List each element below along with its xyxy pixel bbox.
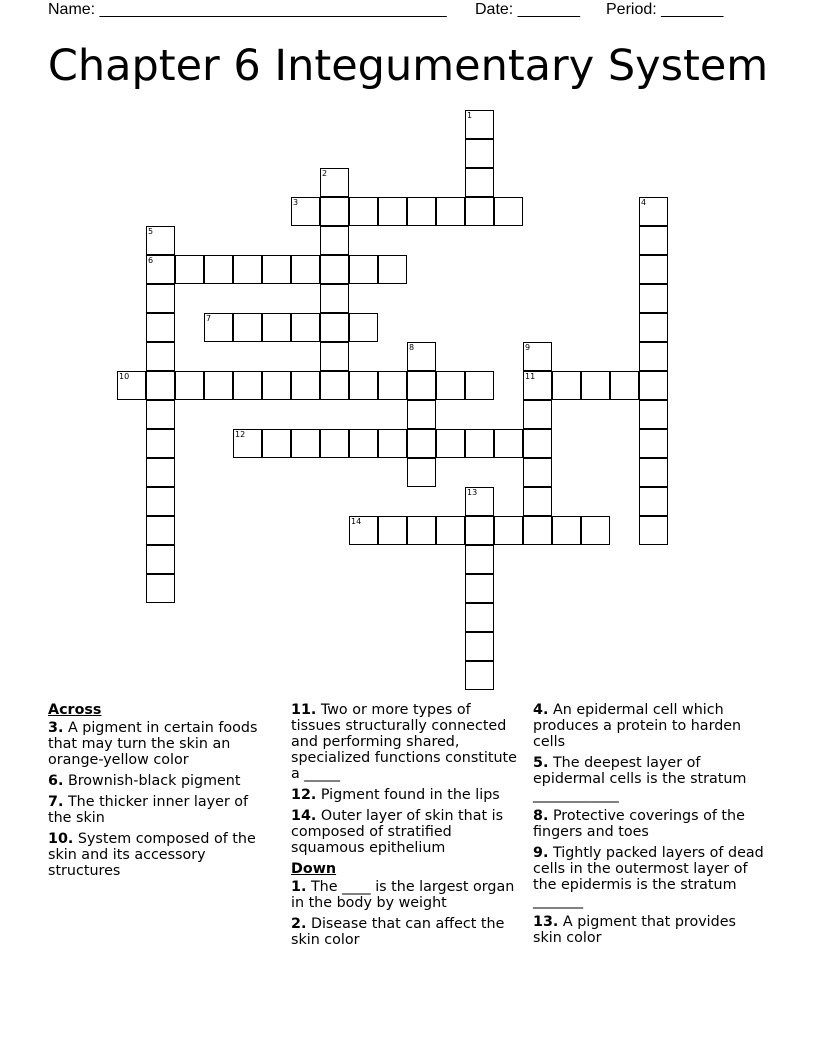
crossword-cell[interactable] <box>639 458 668 487</box>
crossword-cell[interactable] <box>320 226 349 255</box>
crossword-cell[interactable] <box>639 487 668 516</box>
crossword-cell[interactable] <box>610 371 639 400</box>
crossword-cell[interactable] <box>581 516 610 545</box>
crossword-cell[interactable] <box>146 574 175 603</box>
clue-number: 14 <box>351 517 362 526</box>
crossword-cell[interactable] <box>407 197 436 226</box>
across-clue: 12. Pigment found in the lips <box>291 787 500 803</box>
crossword-cell[interactable] <box>349 313 378 342</box>
crossword-cell[interactable] <box>320 197 349 226</box>
clue-number: 10 <box>119 372 130 381</box>
crossword-cell[interactable] <box>349 371 378 400</box>
crossword-cell[interactable] <box>349 255 378 284</box>
clue-number: 7 <box>206 314 212 323</box>
crossword-cell[interactable] <box>117 371 146 400</box>
crossword-cell[interactable] <box>320 168 349 197</box>
down-clue: 4. An epidermal cell which produces a protein to harden cells <box>533 702 742 750</box>
clue-column-3 <box>533 702 765 951</box>
crossword-cell[interactable] <box>349 197 378 226</box>
crossword-cell[interactable] <box>436 516 465 545</box>
crossword-cell[interactable] <box>146 545 175 574</box>
down-heading: Down <box>291 861 337 877</box>
down-clue: 5. The deepest layer of epidermal cells is the stratum ____________ <box>533 755 747 803</box>
crossword-cell[interactable] <box>204 313 233 342</box>
crossword-cell[interactable] <box>320 429 349 458</box>
clue-number: 4 <box>641 198 647 207</box>
clue-number: 8 <box>409 343 415 352</box>
crossword-cell[interactable] <box>436 371 465 400</box>
crossword-cell[interactable] <box>436 197 465 226</box>
crossword-cell[interactable] <box>523 458 552 487</box>
crossword-cell[interactable] <box>320 371 349 400</box>
down-clue: 1. The ____ is the largest organ in the body by weight <box>291 879 515 911</box>
crossword-cell[interactable] <box>146 284 175 313</box>
crossword-cell[interactable] <box>320 255 349 284</box>
crossword-cell[interactable] <box>465 110 494 139</box>
crossword-cell[interactable] <box>349 429 378 458</box>
crossword-cell[interactable] <box>146 487 175 516</box>
crossword-cell[interactable] <box>146 400 175 429</box>
crossword-cell[interactable] <box>407 458 436 487</box>
clue-number: 2 <box>322 169 328 178</box>
crossword-cell[interactable] <box>639 516 668 545</box>
crossword-cell[interactable] <box>639 313 668 342</box>
crossword-cell[interactable] <box>262 255 291 284</box>
crossword-cell[interactable] <box>581 371 610 400</box>
down-clue: 13. A pigment that provides skin color <box>533 914 736 946</box>
crossword-cell[interactable] <box>639 400 668 429</box>
crossword-cell[interactable] <box>639 371 668 400</box>
crossword-cell[interactable] <box>639 429 668 458</box>
crossword-cell[interactable] <box>465 632 494 661</box>
down-clue: 8. Protective coverings of the fingers and toes <box>533 808 745 840</box>
crossword-cell[interactable] <box>523 342 552 371</box>
crossword-cell[interactable] <box>320 342 349 371</box>
crossword-cell[interactable] <box>204 255 233 284</box>
clue-number: 13 <box>467 488 478 497</box>
crossword-cell[interactable] <box>436 429 465 458</box>
across-clue: 11. Two or more types of tissues structurally connected and performing shared, specialized functions constitute a _____ <box>291 702 517 782</box>
crossword-cell[interactable] <box>233 429 262 458</box>
crossword-cell[interactable] <box>233 255 262 284</box>
crossword-cell[interactable] <box>233 371 262 400</box>
down-clue: 9. Tightly packed layers of dead cells in the outermost layer of the epidermis is the stratum _______ <box>533 845 764 909</box>
clue-number: 12 <box>235 430 246 439</box>
crossword-cell[interactable] <box>552 371 581 400</box>
crossword-cell[interactable] <box>465 545 494 574</box>
across-clue: 10. System composed of the skin and its accessory structures <box>48 831 256 879</box>
crossword-cell[interactable] <box>465 516 494 545</box>
crossword-cell[interactable] <box>262 313 291 342</box>
clue-number: 9 <box>525 343 531 352</box>
crossword-cell[interactable] <box>378 197 407 226</box>
crossword-cell[interactable] <box>146 255 175 284</box>
crossword-cell[interactable] <box>262 429 291 458</box>
crossword-cell[interactable] <box>494 429 523 458</box>
crossword-cell[interactable] <box>233 313 262 342</box>
clue-column-2 <box>291 702 517 953</box>
clue-number: 1 <box>467 111 473 120</box>
across-heading: Across <box>48 702 102 718</box>
crossword-cell[interactable] <box>175 255 204 284</box>
crossword-cell[interactable] <box>494 516 523 545</box>
crossword-cell[interactable] <box>523 516 552 545</box>
crossword-cell[interactable] <box>146 458 175 487</box>
crossword-cell[interactable] <box>378 429 407 458</box>
across-clue: 6. Brownish-black pigment <box>48 773 241 789</box>
crossword-cell[interactable] <box>465 574 494 603</box>
crossword-cell[interactable] <box>523 429 552 458</box>
crossword-cell[interactable] <box>523 400 552 429</box>
page-title: Chapter 6 Integumentary System <box>47 41 769 91</box>
crossword-cell[interactable] <box>349 516 378 545</box>
crossword-cell[interactable] <box>146 371 175 400</box>
crossword-cell[interactable] <box>465 371 494 400</box>
name-field-label: Name: _______________________________________ <box>48 1 447 18</box>
crossword-cell[interactable] <box>407 342 436 371</box>
crossword-cell[interactable] <box>639 342 668 371</box>
across-clue: 3. A pigment in certain foods that may turn the skin an orange-yellow color <box>48 720 258 768</box>
across-clue: 14. Outer layer of skin that is composed of stratified squamous epithelium <box>291 808 504 856</box>
crossword-cell[interactable] <box>291 429 320 458</box>
clue-number: 5 <box>148 227 154 236</box>
down-clue: 2. Disease that can affect the skin color <box>291 916 505 948</box>
crossword-cell[interactable] <box>465 168 494 197</box>
clue-column-1 <box>48 702 268 884</box>
crossword-cell[interactable] <box>407 516 436 545</box>
crossword-cell[interactable] <box>291 313 320 342</box>
crossword-cell[interactable] <box>175 371 204 400</box>
crossword-cell[interactable] <box>465 429 494 458</box>
date-field-label: Date: _______ <box>475 1 580 18</box>
crossword-cell[interactable] <box>146 313 175 342</box>
crossword-cell[interactable] <box>407 429 436 458</box>
clue-number: 6 <box>148 256 154 265</box>
crossword-cell[interactable] <box>320 313 349 342</box>
crossword-cell[interactable] <box>146 429 175 458</box>
crossword-cell[interactable] <box>378 255 407 284</box>
crossword-cell[interactable] <box>146 342 175 371</box>
crossword-cell[interactable] <box>494 197 523 226</box>
clue-number: 3 <box>293 198 299 207</box>
crossword-cell[interactable] <box>465 139 494 168</box>
crossword-cell[interactable] <box>291 371 320 400</box>
crossword-cell[interactable] <box>639 226 668 255</box>
crossword-cell[interactable] <box>291 197 320 226</box>
crossword-cell[interactable] <box>378 516 407 545</box>
crossword-cell[interactable] <box>465 603 494 632</box>
crossword-cell[interactable] <box>407 371 436 400</box>
crossword-cell[interactable] <box>552 516 581 545</box>
crossword-cell[interactable] <box>407 400 436 429</box>
crossword-cell[interactable] <box>465 197 494 226</box>
clue-number: 11 <box>525 372 536 381</box>
crossword-cell[interactable] <box>465 661 494 690</box>
crossword-cell[interactable] <box>262 371 291 400</box>
crossword-cell[interactable] <box>639 255 668 284</box>
crossword-cell[interactable] <box>639 197 668 226</box>
crossword-cell[interactable] <box>320 284 349 313</box>
crossword-cell[interactable] <box>291 255 320 284</box>
crossword-cell[interactable] <box>465 487 494 516</box>
crossword-cell[interactable] <box>146 516 175 545</box>
crossword-cell[interactable] <box>204 371 233 400</box>
crossword-cell[interactable] <box>378 371 407 400</box>
crossword-cell[interactable] <box>639 284 668 313</box>
crossword-cell[interactable] <box>146 226 175 255</box>
crossword-cell[interactable] <box>523 371 552 400</box>
period-field-label: Period: _______ <box>606 1 724 18</box>
across-clue: 7. The thicker inner layer of the skin <box>48 794 249 826</box>
crossword-cell[interactable] <box>523 487 552 516</box>
